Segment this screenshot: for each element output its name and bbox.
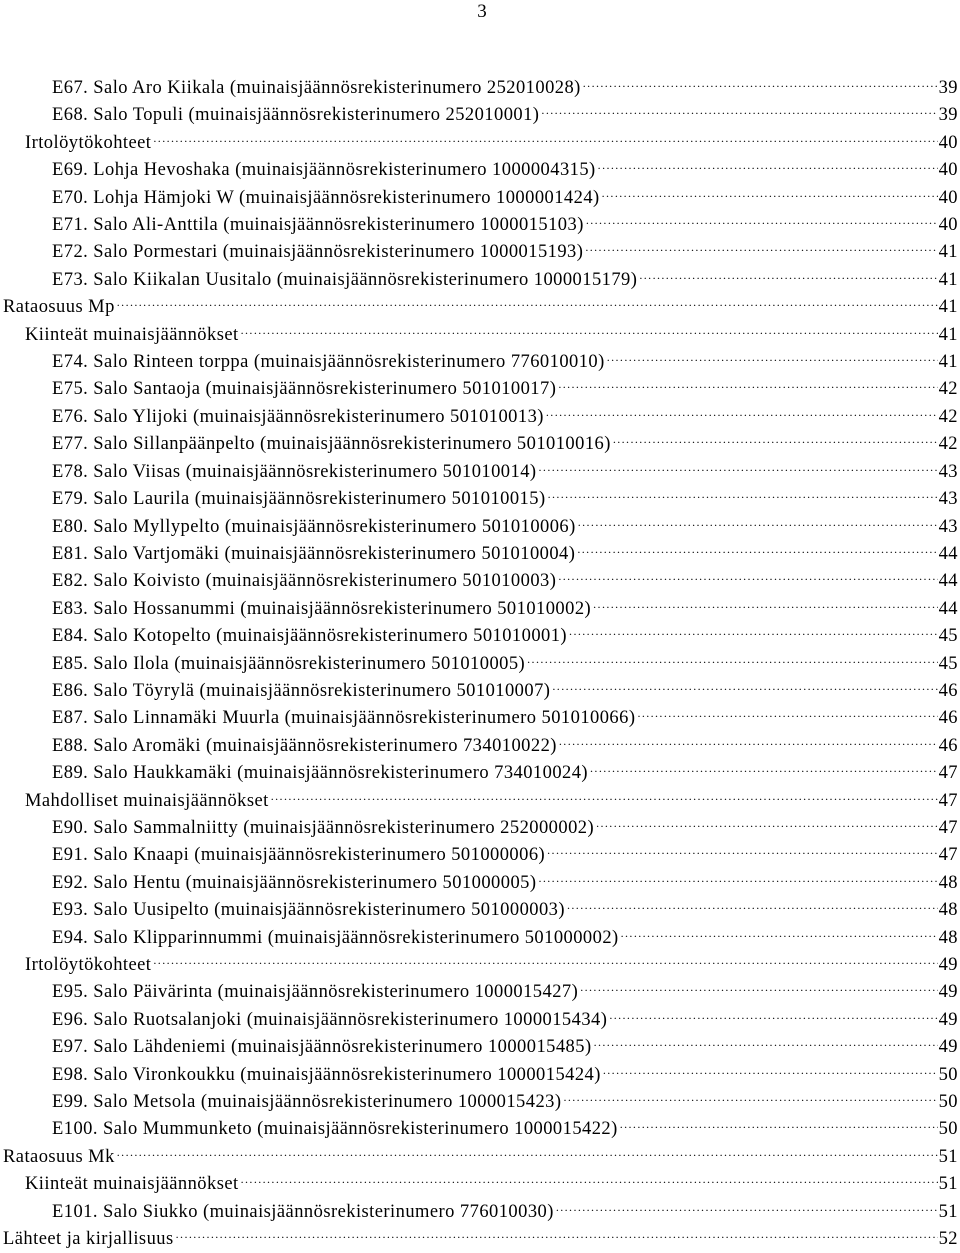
toc-entry-title: E96. Salo Ruotsalanjoki (muinaisjäännösrekisterinumero 1000015434) bbox=[52, 1009, 608, 1030]
toc-entry-title: E98. Salo Vironkoukku (muinaisjäännösrekisterinumero 1000015424) bbox=[52, 1064, 601, 1085]
dot-leader bbox=[613, 422, 938, 449]
toc-entry-title: E86. Salo Töyrylä (muinaisjäännösrekisterinumero 501010007) bbox=[52, 680, 551, 701]
toc-entry-page-number: 47 bbox=[938, 790, 958, 811]
toc-entry-title: E82. Salo Koivisto (muinaisjäännösrekisterinumero 501010003) bbox=[52, 571, 557, 592]
dot-leader bbox=[241, 1162, 938, 1189]
toc-entry-title: E95. Salo Päivärinta (muinaisjäännösrekisterinumero 1000015427) bbox=[52, 982, 579, 1003]
toc-entry-page-number: 49 bbox=[938, 955, 958, 975]
dot-leader bbox=[153, 943, 937, 970]
toc-entry-page-number: 43 bbox=[938, 461, 958, 482]
toc-entry-title: Irtolöytökohteet bbox=[25, 132, 152, 153]
toc-entry-page-number: 39 bbox=[938, 105, 958, 126]
dot-leader bbox=[593, 587, 937, 614]
dot-leader bbox=[271, 779, 938, 806]
toc-entry[interactable] bbox=[0, 1135, 958, 1167]
dot-leader bbox=[578, 505, 938, 532]
toc-entry-page-number: 50 bbox=[938, 1119, 958, 1140]
dot-leader bbox=[637, 696, 937, 723]
dot-leader bbox=[596, 806, 938, 833]
toc-entry-page-number: 51 bbox=[938, 1146, 958, 1167]
toc-entry-title: E93. Salo Uusipelto (muinaisjäännösrekisterinumero 501000003) bbox=[52, 900, 565, 921]
dot-leader bbox=[583, 66, 938, 93]
toc-entry-title: E89. Salo Haukkamäki (muinaisjäännösrekisterinumero 734010024) bbox=[52, 763, 589, 784]
toc-entry-title: E79. Salo Laurila (muinaisjäännösrekisterinumero 501010015) bbox=[52, 489, 546, 510]
toc-entry-page-number: 46 bbox=[938, 735, 958, 756]
toc-entry-title: E80. Salo Myllypelto (muinaisjäännösrekisterinumero 501010006) bbox=[52, 516, 576, 537]
dot-leader bbox=[590, 751, 938, 778]
toc-entry-title: E101. Salo Siukko (muinaisjäännösrekisterinumero 776010030) bbox=[52, 1201, 554, 1222]
toc-entry-title: E100. Salo Mummunketo (muinaisjäännösrekisterinumero 1000015422) bbox=[52, 1119, 618, 1140]
toc-entry-title: E97. Salo Lähdeniemi (muinaisjäännösrekisterinumero 1000015485) bbox=[52, 1037, 592, 1058]
toc-entry-title: E85. Salo Ilola (muinaisjäännösrekisterinumero 501010005) bbox=[52, 653, 526, 674]
dot-leader bbox=[548, 477, 938, 504]
toc-entry-page-number: 41 bbox=[938, 242, 958, 263]
toc-entry-page-number: 48 bbox=[938, 872, 958, 893]
toc-entry-page-number: 49 bbox=[938, 1037, 958, 1058]
toc-entry-page-number: 45 bbox=[938, 653, 958, 674]
toc-entry-title: E83. Salo Hossanummi (muinaisjäännösrekisterinumero 501010002) bbox=[52, 598, 592, 619]
dot-leader bbox=[176, 1217, 938, 1244]
toc-entry-title: Kiinteät muinaisjäännökset bbox=[25, 324, 239, 345]
dot-leader bbox=[598, 148, 938, 175]
toc-entry-title: E90. Salo Sammalniitty (muinaisjäännösrekisterinumero 252000002) bbox=[52, 817, 595, 838]
dot-leader bbox=[602, 176, 938, 203]
table-of-contents bbox=[0, 66, 958, 1250]
toc-entry-page-number: 41 bbox=[938, 324, 958, 345]
dot-leader bbox=[547, 833, 937, 860]
toc-entry-page-number: 40 bbox=[938, 187, 958, 208]
toc-entry-page-number: 52 bbox=[938, 1229, 958, 1250]
dot-leader bbox=[558, 367, 937, 394]
toc-entry-page-number: 40 bbox=[938, 132, 958, 153]
toc-entry-title: E92. Salo Hentu (muinaisjäännösrekisterinumero 501000005) bbox=[52, 872, 537, 893]
dot-leader bbox=[556, 1190, 938, 1217]
dot-leader bbox=[567, 888, 938, 915]
toc-entry-page-number: 48 bbox=[938, 927, 958, 948]
toc-entry-page-number: 42 bbox=[938, 379, 958, 400]
dot-leader bbox=[546, 395, 938, 422]
toc-entry-page-number: 43 bbox=[938, 516, 958, 537]
toc-entry[interactable] bbox=[0, 285, 958, 318]
toc-entry-page-number: 47 bbox=[938, 817, 958, 838]
toc-entry-title: E77. Salo Sillanpäänpelto (muinaisjäännösrekisterinumero 501010016) bbox=[52, 434, 611, 455]
dot-leader bbox=[241, 313, 938, 340]
toc-entry-title: E71. Salo Ali-Anttila (muinaisjäännösrekisterinumero 1000015103) bbox=[52, 215, 584, 236]
toc-entry-page-number: 49 bbox=[938, 982, 958, 1003]
toc-entry-title: Rataosuus Mk bbox=[3, 1146, 115, 1167]
toc-entry-page-number: 51 bbox=[938, 1201, 958, 1222]
toc-entry-title: E91. Salo Knaapi (muinaisjäännösrekisterinumero 501000006) bbox=[52, 845, 546, 866]
toc-entry-page-number: 48 bbox=[938, 900, 958, 921]
dot-leader bbox=[153, 121, 937, 148]
dot-leader bbox=[559, 724, 938, 751]
toc-entry-page-number: 41 bbox=[938, 297, 958, 318]
toc-entry-title: E70. Lohja Hämjoki W (muinaisjäännösrekisterinumero 1000001424) bbox=[52, 187, 600, 208]
toc-entry-page-number: 50 bbox=[938, 1092, 958, 1113]
toc-entry-page-number: 39 bbox=[938, 78, 958, 98]
toc-entry-title: E72. Salo Pormestari (muinaisjäännösrekisterinumero 1000015193) bbox=[52, 242, 584, 263]
toc-entry-page-number: 49 bbox=[938, 1009, 958, 1030]
toc-entry-page-number: 44 bbox=[938, 598, 958, 619]
toc-entry-page-number: 45 bbox=[938, 626, 958, 647]
toc-entry-page-number: 42 bbox=[938, 434, 958, 455]
toc-entry-title: E84. Salo Kotopelto (muinaisjäännösrekisterinumero 501010001) bbox=[52, 626, 568, 647]
dot-leader bbox=[607, 340, 938, 367]
toc-entry-page-number: 44 bbox=[938, 571, 958, 592]
dot-leader bbox=[639, 258, 937, 285]
dot-leader bbox=[117, 285, 938, 312]
toc-entry-title: E67. Salo Aro Kiikala (muinaisjäännösrekisterinumero 252010028) bbox=[52, 78, 581, 98]
toc-entry-title: E69. Lohja Hevoshaka (muinaisjäännösrekisterinumero 1000004315) bbox=[52, 160, 596, 181]
toc-entry-page-number: 50 bbox=[938, 1064, 958, 1085]
toc-entry-page-number: 40 bbox=[938, 215, 958, 236]
dot-leader bbox=[577, 532, 937, 559]
dot-leader bbox=[620, 1107, 938, 1134]
dot-leader bbox=[569, 614, 938, 641]
toc-entry-title: E99. Salo Metsola (muinaisjäännösrekisterinumero 1000015423) bbox=[52, 1092, 562, 1113]
toc-entry-title: E73. Salo Kiikalan Uusitalo (muinaisjäännösrekisterinumero 1000015179) bbox=[52, 269, 638, 290]
toc-entry-title: E68. Salo Topuli (muinaisjäännösrekisterinumero 252010001) bbox=[52, 105, 540, 126]
dot-leader bbox=[585, 230, 937, 257]
dot-leader bbox=[563, 1080, 937, 1107]
dot-leader bbox=[541, 93, 937, 120]
toc-entry-title: E94. Salo Klipparinnummi (muinaisjäännösrekisterinumero 501000002) bbox=[52, 927, 619, 948]
toc-entry[interactable] bbox=[0, 1162, 958, 1195]
toc-entry-page-number: 47 bbox=[938, 763, 958, 784]
toc-entry-title: E88. Salo Aromäki (muinaisjäännösrekisterinumero 734010022) bbox=[52, 735, 557, 756]
toc-entry-title: E74. Salo Rinteen torppa (muinaisjäännösrekisterinumero 776010010) bbox=[52, 352, 605, 373]
toc-entry-title: E78. Salo Viisas (muinaisjäännösrekisterinumero 501010014) bbox=[52, 461, 537, 482]
toc-entry-title: Kiinteät muinaisjäännökset bbox=[25, 1174, 239, 1195]
toc-entry[interactable] bbox=[0, 66, 958, 98]
toc-entry-title: Rataosuus Mp bbox=[3, 297, 115, 318]
dot-leader bbox=[580, 970, 937, 997]
dot-leader bbox=[603, 1053, 938, 1080]
toc-entry-page-number: 51 bbox=[938, 1174, 958, 1195]
toc-entry-page-number: 47 bbox=[938, 845, 958, 866]
toc-entry-page-number: 46 bbox=[938, 680, 958, 701]
dot-leader bbox=[586, 203, 938, 230]
toc-entry-page-number: 40 bbox=[938, 160, 958, 181]
toc-entry[interactable] bbox=[0, 313, 958, 345]
dot-leader bbox=[594, 1025, 938, 1052]
dot-leader bbox=[539, 450, 938, 477]
toc-entry-page-number: 44 bbox=[938, 543, 958, 564]
dot-leader bbox=[117, 1135, 938, 1162]
dot-leader bbox=[552, 669, 937, 696]
toc-entry-title: E87. Salo Linnamäki Muurla (muinaisjäännösrekisterinumero 501010066) bbox=[52, 708, 636, 729]
toc-entry-page-number: 41 bbox=[938, 352, 958, 373]
toc-entry-title: E81. Salo Vartjomäki (muinaisjäännösrekisterinumero 501010004) bbox=[52, 543, 576, 564]
dot-leader bbox=[621, 916, 938, 943]
dot-leader bbox=[538, 861, 937, 888]
dot-leader bbox=[558, 559, 937, 586]
toc-entry-page-number: 46 bbox=[938, 708, 958, 729]
toc-entry-title: Irtolöytökohteet bbox=[25, 955, 152, 975]
toc-entry-page-number: 41 bbox=[938, 269, 958, 290]
toc-entry-page-number: 42 bbox=[938, 406, 958, 427]
toc-entry-page-number: 43 bbox=[938, 489, 958, 510]
dot-leader bbox=[527, 642, 937, 669]
page-number: 3 bbox=[477, 1, 487, 22]
toc-entry-title: E76. Salo Ylijoki (muinaisjäännösrekisterinumero 501010013) bbox=[52, 406, 544, 427]
dot-leader bbox=[609, 998, 937, 1025]
toc-entry-title: Lähteet ja kirjallisuus bbox=[3, 1229, 174, 1250]
toc-entry-title: E75. Salo Santaoja (muinaisjäännösrekisterinumero 501010017) bbox=[52, 379, 557, 400]
toc-entry-title: Mahdolliset muinaisjäännökset bbox=[25, 790, 269, 811]
